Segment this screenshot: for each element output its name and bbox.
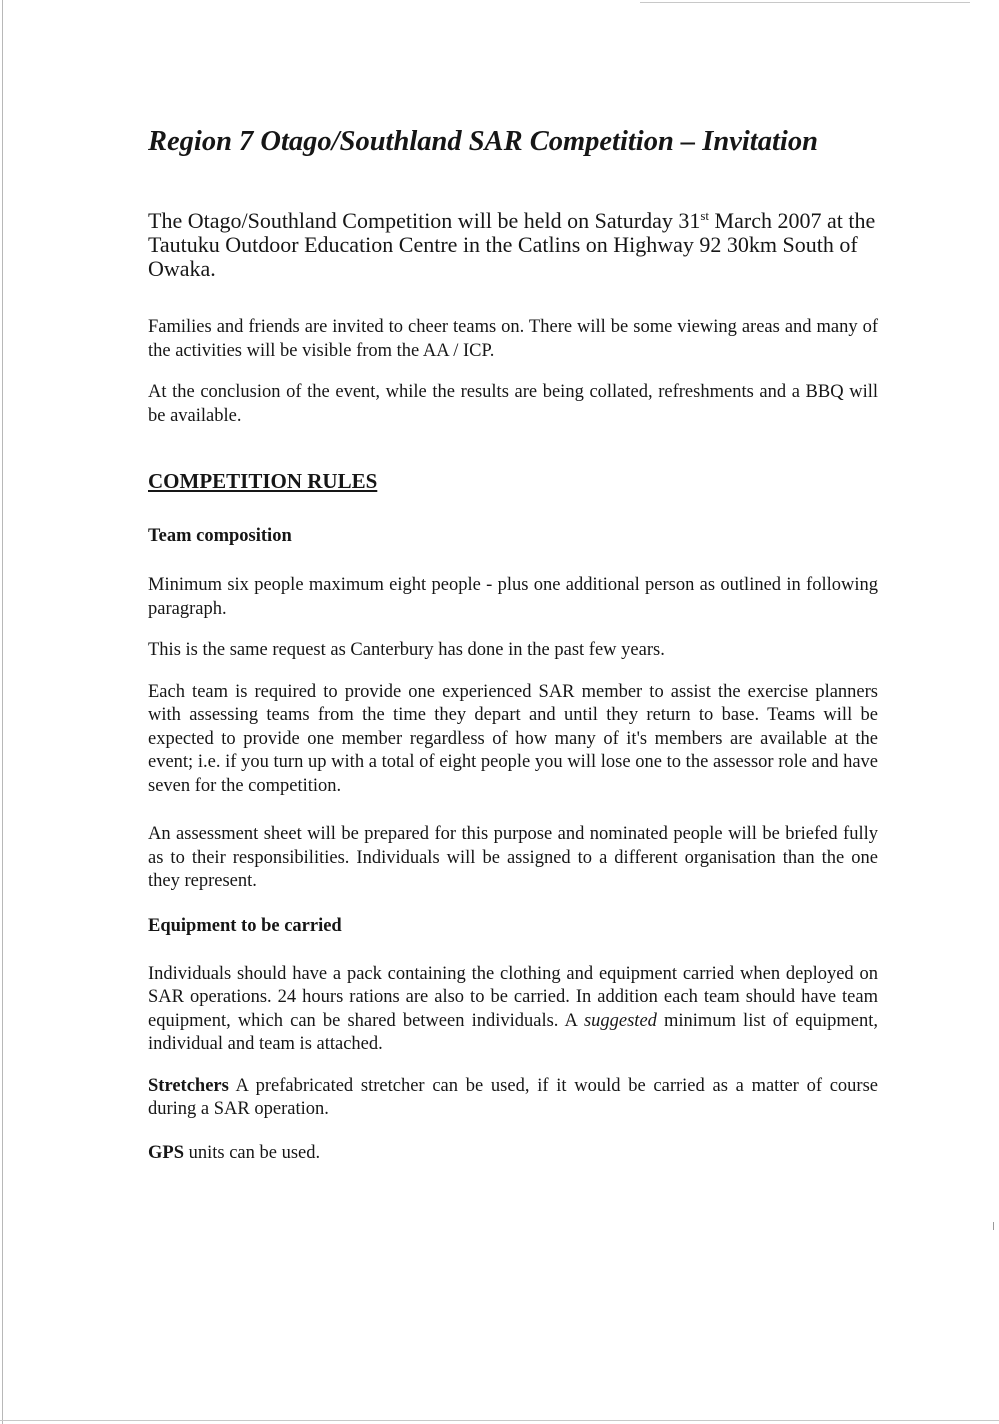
scan-edge-left (2, 0, 3, 1424)
scan-speck (993, 1222, 994, 1230)
assessor-paragraph: Each team is required to provide one experienced SAR member to assist the exercise planners with assessing teams from the time they depart and until they return to base. Teams will be expected to provide one member regardless of how many of it's members are available at the event; i.e. if you turn up with a total of eight people you will lose one to the assessor role and have seven for the competition. (148, 681, 878, 796)
stretchers-label: Stretchers (148, 1075, 229, 1096)
families-paragraph: Families and friends are invited to cheer teams on. There will be some viewing areas and many of the activities will be visible from the AA / ICP. (148, 317, 878, 361)
equipment-heading: Equipment to be carried (148, 915, 342, 936)
intro-superscript: st (700, 208, 710, 223)
equipment-suggested-word: suggested (583, 1010, 657, 1031)
team-size-paragraph: Minimum six people maximum eight people - plus one additional person as outlined in following paragraph. (148, 575, 878, 619)
stretchers-paragraph (148, 1075, 878, 1122)
assessment-sheet-paragraph: An assessment sheet will be prepared for this purpose and nominated people will be briefed fully as to their responsibilities. Individuals will be assigned to a different organisation than the one they represent. (148, 824, 878, 891)
document-content (148, 122, 878, 1165)
document-title: Region 7 Otago/Southland SAR Competition – Invitation (148, 126, 818, 157)
team-composition-heading: Team composition (148, 526, 292, 546)
intro-paragraph (148, 209, 878, 281)
equipment-paragraph (148, 963, 878, 1057)
stretchers-text: A prefabricated stretcher can be used, if it would be carried as a matter of course during a SAR operation. (148, 1075, 878, 1119)
gps-paragraph (148, 1142, 878, 1166)
intro-text-part2: March 2007 at the Tautuku Outdoor Education Centre in the Catlins on Highway 92 30km South of Owaka. (148, 208, 876, 281)
gps-text: units can be used. (183, 1142, 321, 1163)
gps-label: GPS (148, 1142, 184, 1163)
canterbury-paragraph: This is the same request as Canterbury has done in the past few years. (148, 640, 665, 660)
equipment-text-part2: minimum list of equipment, individual and team is attached. (148, 1010, 878, 1054)
scan-edge-top (640, 2, 970, 3)
competition-rules-heading: COMPETITION RULES (148, 469, 378, 493)
scan-edge-bottom (0, 1420, 999, 1421)
conclusion-paragraph: At the conclusion of the event, while the results are being collated, refreshments and a BBQ will be available. (148, 382, 878, 426)
intro-text-part1: The Otago/Southland Competition will be held on Saturday 31 (148, 208, 701, 233)
equipment-text-part1: Individuals should have a pack containing the clothing and equipment carried when deployed on SAR operations. 24 hours rations are also to be carried. In addition each team should have team equipment, which can be shared between individuals. A (148, 963, 878, 1031)
